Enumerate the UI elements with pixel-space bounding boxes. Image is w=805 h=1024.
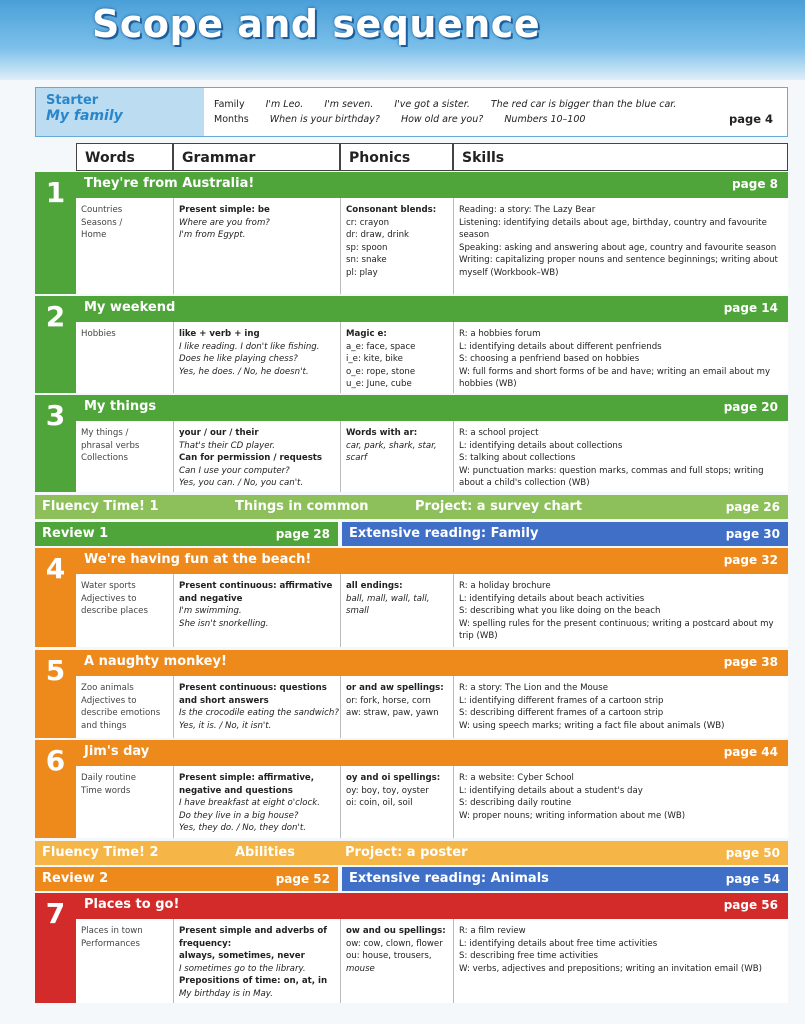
unit-page: page 32 xyxy=(723,553,778,567)
unit-title: My weekend xyxy=(84,300,176,315)
review-1 xyxy=(35,522,338,546)
grammar-cell xyxy=(174,919,341,1003)
extensive-reading-1 xyxy=(342,522,788,546)
fluency-project: Project: a poster xyxy=(345,845,468,860)
unit-title-bar xyxy=(76,172,788,198)
page-title: Scope and sequence xyxy=(92,2,541,46)
grammar-line: Present simple and adverbs of xyxy=(179,926,328,936)
skills-line: R: a film review xyxy=(459,926,526,936)
grammar-line: I'm from Egypt. xyxy=(179,230,246,241)
fluency-label: Fluency Time! 1 xyxy=(42,499,159,514)
review-page: page 28 xyxy=(275,527,330,541)
grammar-line: Present continuous: affirmative xyxy=(179,581,333,591)
header-banner xyxy=(0,0,805,80)
skills-line: Reading: a story: The Lazy Bear xyxy=(459,205,596,215)
grammar-line: your / our / their xyxy=(179,428,259,438)
phonics-line: sn: snake xyxy=(346,255,387,266)
starter-item: Months xyxy=(214,114,249,125)
word-item: Zoo animals xyxy=(81,683,134,693)
phonics-line: a_e: face, space xyxy=(346,341,416,352)
unit-page: page 14 xyxy=(723,301,778,315)
fluency-topic: Things in common xyxy=(235,499,369,514)
phonics-cell xyxy=(341,322,454,393)
skills-line: S: describing free time activities xyxy=(459,951,598,962)
word-item: Hobbies xyxy=(81,329,116,339)
skills-line: W: punctuation marks: question marks, commas and full stops; writing about a child's collection (WB) xyxy=(459,465,764,489)
word-item: Time words xyxy=(81,785,131,796)
grammar-line: Yes, he does. / No, he doesn't. xyxy=(179,366,309,377)
skills-line: W: full forms and short forms of be and have; writing an email about my hobbies (WB) xyxy=(459,366,771,390)
grammar-line: I like reading. I don't like fishing. xyxy=(179,341,320,352)
word-item: Daily routine xyxy=(81,773,137,783)
grammar-line: like + verb + ing xyxy=(179,329,260,339)
unit-body xyxy=(76,766,788,838)
skills-cell xyxy=(454,322,788,393)
skills-line: R: a hobbies forum xyxy=(459,329,541,339)
words-cell xyxy=(76,766,174,838)
grammar-line: Can for permission / requests xyxy=(179,453,323,464)
grammar-line: and negative xyxy=(179,593,243,604)
skills-line: Writing: capitalizing proper nouns and sentence beginnings; writing about myself (Workbook–WB) xyxy=(459,255,778,278)
column-header-grammar: Grammar xyxy=(173,143,340,171)
skills-line: W: spelling rules for the present continuous; writing a postcard about my trip (WB) xyxy=(459,618,774,642)
unit-title-bar xyxy=(76,893,788,919)
extensive-label: Extensive reading: Animals xyxy=(349,871,549,886)
grammar-line: I have breakfast at eight o'clock. xyxy=(179,798,320,809)
word-item: Adjectives to xyxy=(81,695,137,706)
skills-line: L: identifying details about beach activities xyxy=(459,593,645,604)
words-cell xyxy=(76,322,174,393)
grammar-line: Where are you from? xyxy=(179,217,270,228)
unit-title: A naughty monkey! xyxy=(84,654,227,669)
grammar-line: Yes, you can. / No, you can't. xyxy=(179,478,304,489)
skills-line: L: identifying different frames of a cartoon strip xyxy=(459,695,664,706)
unit-number: 4 xyxy=(35,548,76,585)
word-item: Performances xyxy=(81,938,140,949)
unit-page: page 38 xyxy=(723,655,778,669)
unit-1 xyxy=(35,172,788,294)
starter-label xyxy=(36,88,204,136)
extensive-page: page 54 xyxy=(725,872,780,886)
starter-item: How old are you? xyxy=(400,114,484,125)
unit-number: 6 xyxy=(35,740,76,777)
grammar-cell xyxy=(174,676,341,738)
word-item: and things xyxy=(81,720,127,731)
skills-line: S: describing different frames of a cartoon strip xyxy=(459,708,664,719)
skills-line: S: describing daily routine xyxy=(459,798,572,809)
words-cell xyxy=(76,919,174,1003)
word-item: Adjectives to xyxy=(81,593,137,604)
grammar-cell xyxy=(174,198,341,294)
starter-item: When is your birthday? xyxy=(269,114,380,125)
unit-6 xyxy=(35,740,788,838)
phonics-cell xyxy=(341,766,454,838)
words-cell xyxy=(76,676,174,738)
review-label: Review 2 xyxy=(42,871,109,886)
starter-item: I'm Leo. xyxy=(265,99,304,110)
word-item: Seasons / xyxy=(81,217,123,228)
fluency-page: page 26 xyxy=(725,500,780,514)
phonics-line: all endings: xyxy=(346,581,403,591)
unit-title: We're having fun at the beach! xyxy=(84,552,312,567)
words-cell xyxy=(76,198,174,294)
phonics-line: scarf xyxy=(346,453,368,464)
phonics-line: or: fork, horse, corn xyxy=(346,695,431,706)
unit-page: page 20 xyxy=(723,400,778,414)
phonics-line: cr: crayon xyxy=(346,217,390,228)
phonics-line: u_e: June, cube xyxy=(346,379,412,390)
unit-body xyxy=(76,322,788,393)
grammar-cell xyxy=(174,322,341,393)
phonics-line: mouse xyxy=(346,963,375,974)
unit-page: page 44 xyxy=(723,745,778,759)
words-cell xyxy=(76,574,174,647)
word-item: Countries xyxy=(81,205,123,215)
skills-line: S: talking about collections xyxy=(459,453,576,464)
starter-item: Numbers 10–100 xyxy=(504,114,586,125)
starter-row-1 xyxy=(214,99,694,110)
grammar-line: Prepositions of time: on, at, in xyxy=(179,976,328,987)
phonics-line: o_e: rope, stone xyxy=(346,366,416,377)
skills-line: L: identifying details about different penfriends xyxy=(459,341,662,352)
skills-line: R: a story: The Lion and the Mouse xyxy=(459,683,609,693)
skills-cell xyxy=(454,919,788,1003)
phonics-line: small xyxy=(346,606,369,617)
skills-line: W: verbs, adjectives and prepositions; writing an invitation email (WB) xyxy=(459,963,762,974)
grammar-line: always, sometimes, never xyxy=(179,951,305,962)
grammar-line: Does he like playing chess? xyxy=(179,354,298,365)
unit-title: My things xyxy=(84,399,157,414)
unit-title-bar xyxy=(76,548,788,574)
unit-body xyxy=(76,421,788,492)
unit-number: 1 xyxy=(35,172,76,209)
grammar-line: I sometimes go to the library. xyxy=(179,963,306,974)
grammar-line: Present simple: be xyxy=(179,205,270,215)
phonics-line: ball, mall, wall, tall, xyxy=(346,593,430,604)
extensive-reading-2 xyxy=(342,867,788,891)
skills-line: R: a holiday brochure xyxy=(459,581,551,591)
unit-title-bar xyxy=(76,650,788,676)
skills-line: L: identifying details about free time activities xyxy=(459,938,658,949)
word-item: phrasal verbs xyxy=(81,440,140,451)
phonics-cell xyxy=(341,421,454,492)
unit-title: They're from Australia! xyxy=(84,176,255,191)
grammar-line: Present continuous: questions xyxy=(179,683,327,693)
grammar-cell xyxy=(174,766,341,838)
phonics-line: pl: play xyxy=(346,267,378,278)
fluency-time-1 xyxy=(35,495,788,519)
phonics-line: i_e: kite, bike xyxy=(346,354,403,365)
skills-cell xyxy=(454,198,788,294)
review-label: Review 1 xyxy=(42,526,109,541)
unit-4 xyxy=(35,548,788,647)
skills-line: S: choosing a penfriend based on hobbies xyxy=(459,354,640,365)
starter-item: The red car is bigger than the blue car. xyxy=(490,99,677,110)
skills-cell xyxy=(454,574,788,647)
word-item: Collections xyxy=(81,453,128,464)
phonics-line: oy: boy, toy, oyster xyxy=(346,785,429,796)
unit-page: page 56 xyxy=(723,898,778,912)
phonics-line: oy and oi spellings: xyxy=(346,773,441,783)
skills-cell xyxy=(454,766,788,838)
words-cell xyxy=(76,421,174,492)
unit-2 xyxy=(35,296,788,393)
grammar-line: My birthday is in May. xyxy=(179,988,273,999)
phonics-line: dr: draw, drink xyxy=(346,230,410,241)
grammar-line: Yes, they do. / No, they don't. xyxy=(179,823,306,834)
phonics-line: ow and ou spellings: xyxy=(346,926,446,936)
fluency-page: page 50 xyxy=(725,846,780,860)
starter-page: page 4 xyxy=(728,112,773,126)
grammar-line: Can I use your computer? xyxy=(179,465,290,476)
starter-section xyxy=(35,87,788,137)
review-2 xyxy=(35,867,338,891)
fluency-time-2 xyxy=(35,841,788,865)
phonics-line: oi: coin, oil, soil xyxy=(346,798,413,809)
phonics-line: Magic e: xyxy=(346,329,387,339)
grammar-cell xyxy=(174,574,341,647)
unit-5 xyxy=(35,650,788,738)
unit-number: 7 xyxy=(35,893,76,930)
starter-item: Family xyxy=(214,99,245,110)
column-header-words: Words xyxy=(76,143,173,171)
starter-item: I'm seven. xyxy=(324,99,374,110)
skills-line: W: proper nouns; writing information about me (WB) xyxy=(459,810,686,821)
unit-number: 2 xyxy=(35,296,76,333)
grammar-line: Yes, it is. / No, it isn't. xyxy=(179,720,272,731)
phonics-line: ow: cow, clown, flower xyxy=(346,938,443,949)
word-item: Water sports xyxy=(81,581,136,591)
phonics-line: aw: straw, paw, yawn xyxy=(346,708,439,719)
skills-line: L: identifying details about collections xyxy=(459,440,623,451)
fluency-label: Fluency Time! 2 xyxy=(42,845,159,860)
word-item: Places in town xyxy=(81,926,143,936)
word-item: Home xyxy=(81,230,107,241)
unit-title-bar xyxy=(76,740,788,766)
unit-title-bar xyxy=(76,395,788,421)
skills-cell xyxy=(454,421,788,492)
grammar-line: frequency: xyxy=(179,938,232,949)
grammar-line: Do they live in a big house? xyxy=(179,810,299,821)
unit-body xyxy=(76,919,788,1003)
grammar-cell xyxy=(174,421,341,492)
skills-line: Listening: identifying details about age, birthday, country and favourite season xyxy=(459,217,767,241)
starter-item: I've got a sister. xyxy=(394,99,470,110)
skills-cell xyxy=(454,676,788,738)
phonics-cell xyxy=(341,198,454,294)
skills-line: R: a website: Cyber School xyxy=(459,773,574,783)
extensive-page: page 30 xyxy=(725,527,780,541)
word-item: describe places xyxy=(81,606,148,617)
fluency-project: Project: a survey chart xyxy=(415,499,583,514)
unit-title: Places to go! xyxy=(84,897,180,912)
unit-number: 5 xyxy=(35,650,76,687)
starter-label-2: My family xyxy=(46,108,123,124)
grammar-line: I'm swimming. xyxy=(179,606,242,617)
phonics-line: sp: spoon xyxy=(346,242,388,253)
column-header-phonics: Phonics xyxy=(340,143,453,171)
phonics-cell xyxy=(341,919,454,1003)
skills-line: L: identifying details about a student's day xyxy=(459,785,643,796)
unit-body xyxy=(76,574,788,647)
unit-page: page 8 xyxy=(732,177,778,191)
phonics-line: Words with ar: xyxy=(346,428,418,438)
skills-line: Speaking: asking and answering about age, country and favourite season xyxy=(459,242,777,253)
unit-title-bar xyxy=(76,296,788,322)
grammar-line: Is the crocodile eating the sandwich? xyxy=(179,708,339,719)
phonics-line: ou: house, trousers, xyxy=(346,951,432,962)
phonics-line: Consonant blends: xyxy=(346,205,437,215)
skills-line: S: describing what you like doing on the beach xyxy=(459,606,661,617)
fluency-topic: Abilities xyxy=(235,845,295,860)
unit-body xyxy=(76,198,788,294)
grammar-line: Present simple: affirmative, xyxy=(179,773,315,783)
word-item: describe emotions xyxy=(81,708,161,719)
starter-label-1: Starter xyxy=(46,93,99,108)
starter-row-2 xyxy=(214,114,603,125)
unit-number: 3 xyxy=(35,395,76,432)
grammar-line: and short answers xyxy=(179,695,269,706)
skills-line: R: a school project xyxy=(459,428,539,438)
grammar-line: She isn't snorkelling. xyxy=(179,618,269,629)
phonics-cell xyxy=(341,574,454,647)
phonics-cell xyxy=(341,676,454,738)
unit-7 xyxy=(35,893,788,1003)
unit-3 xyxy=(35,395,788,492)
unit-body xyxy=(76,676,788,738)
column-header-skills: Skills xyxy=(453,143,788,171)
phonics-line: or and aw spellings: xyxy=(346,683,444,693)
unit-title: Jim's day xyxy=(84,744,150,759)
word-item: My things / xyxy=(81,428,129,438)
grammar-line: That's their CD player. xyxy=(179,440,275,451)
skills-line: W: using speech marks; writing a fact file about animals (WB) xyxy=(459,720,725,731)
review-page: page 52 xyxy=(275,872,330,886)
grammar-line: negative and questions xyxy=(179,785,293,796)
phonics-line: car, park, shark, star, xyxy=(346,440,437,451)
extensive-label: Extensive reading: Family xyxy=(349,526,539,541)
